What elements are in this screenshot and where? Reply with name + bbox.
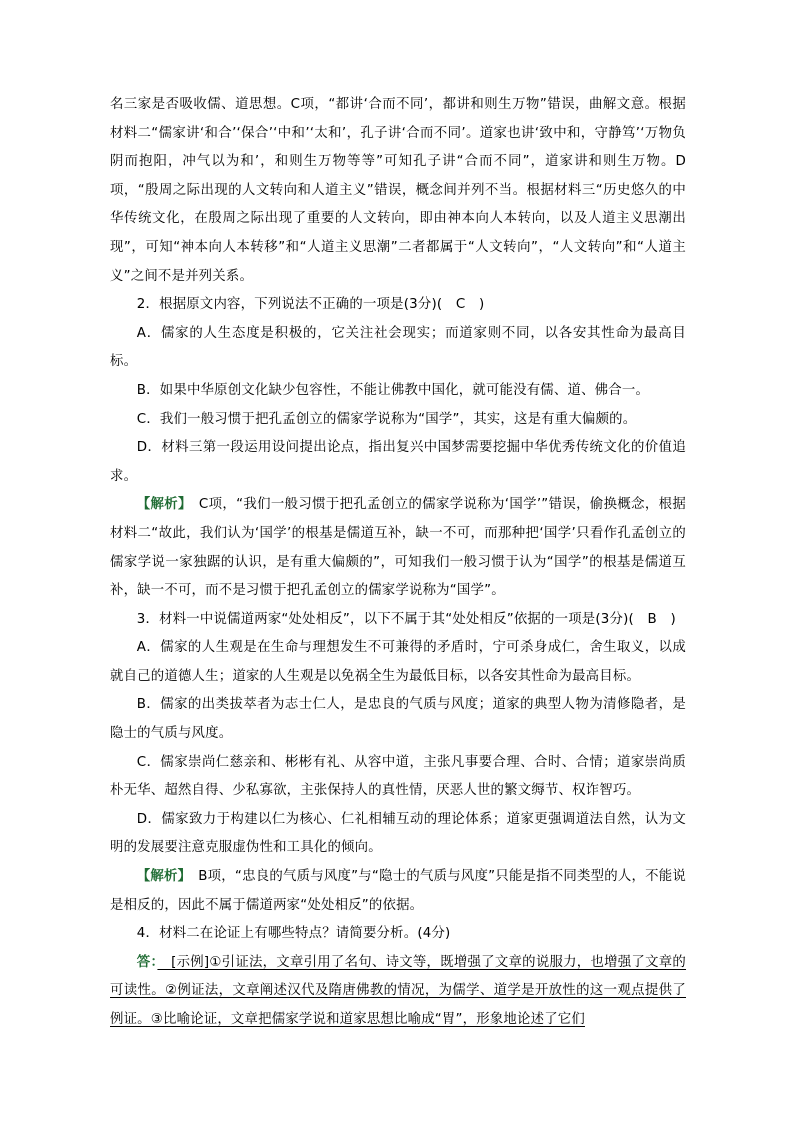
question-2-stem: 2．根据原文内容，下列说法不正确的一项是(3分)( C ): [136, 297, 485, 313]
analysis-text: B项，“忠良的气质与风度”与“隐士的气质与风度”只能是指不同类型的人，不能说是相反的，因此不属于儒道两家“处处相反”的依据。: [110, 869, 686, 913]
question-3-option-c: C．儒家崇尚仁慈亲和、彬彬有礼、从容中道，主张凡事要合理、合时、合情；道家崇尚质朴无华、超然自得、少私寡欲，主张保持人的真性情，厌恶人世的繁文缛节、权诈智巧。: [110, 754, 686, 799]
question-4-stem: 4．材料二在论证上有哪些特点？请简要分析。(4分): [136, 926, 451, 942]
question-3-option-b: B．儒家的出类拔萃者为志士仁人，是忠良的气质与风度；道家的典型人物为清修隐者，是隐士的气质与风度。: [110, 697, 686, 742]
analysis-label: 【解析】: [136, 869, 185, 885]
analysis-label: 【解析】: [136, 497, 186, 513]
analysis-continuation-paragraph: 名三家是否吸收儒、道思想。C项，“都讲‘合而不同’，都讲和则生万物”错误，曲解文意。根据材料二“儒家讲‘和合’‘保合’‘中和’‘太和’，孔子讲‘合而不同’。道家也讲‘致中和，守静笃’‘万物负阴而抱阳，冲气以为和’，和则生万物等等”可知孔子讲“合而不同”，道家讲和则生万物。D项，“殷周之际出现的人文转向和人道主义”错误，概念间并列不当。根据材料三“历史悠久的中华传统文化，在殷周之际出现了重要的人文转向，即由神本向人本转向，以及人道主义思潮出现”，可知“神本向人本转移”和“人道主义思潮”二者都属于“人文转向”，“人文转向”和“人道主义”之间不是并列关系。: [110, 97, 686, 284]
document-page: [110, 91, 686, 1035]
question-3-stem: 3．材料一中说儒道两家“处处相反”，以下不属于其“处处相反”依据的一项是(3分)( B ): [136, 611, 676, 627]
question-2-option-c: C．我们一般习惯于把孔孟创立的儒家学说称为“国学”，其实，这是有重大偏颇的。: [136, 411, 637, 427]
question-2-analysis: [110, 491, 686, 605]
question-3-analysis: [110, 863, 686, 920]
question-4-answer: [110, 949, 686, 1035]
analysis-text: C项，“我们一般习惯于把孔孟创立的儒家学说称为‘国学’”错误，偷换概念，根据材料二“故此，我们认为‘国学’的根基是儒道互补，缺一不可，而那种把‘国学’只看作孔孟创立的儒家学说一家独踞的认识，是有重大偏颇的”，可知我们一般习惯于认为“国学”的根基是儒道互补，缺一不可，而不是习惯于把孔孟创立的儒家学说称为“国学”。: [110, 497, 686, 599]
question-2-option-a: A．儒家的人生态度是积极的，它关注社会现实；而道家则不同，以各安其性命为最高目标。: [110, 325, 686, 370]
question-3-option-a: A．儒家的人生观是在生命与理想发生不可兼得的矛盾时，宁可杀身成仁，舍生取义，以成就自己的道德人生；道家的人生观是以免祸全生为最低目标，以各安其性命为最高目标。: [110, 640, 686, 684]
question-3-option-d: D．儒家致力于构建以仁为核心、仁礼相辅互动的理论体系；道家更强调道法自然，认为文明的发展要注意克服虚伪性和工具化的倾向。: [110, 811, 686, 856]
answer-label: 答：: [136, 954, 158, 970]
answer-text: [示例]①引证法，文章引用了名句、诗文等，既增强了文章的说服力，也增强了文章的可读性。②例证法，文章阐述汉代及隋唐佛教的情况，为儒学、道学是开放性的这一观点提供了例证。③比喻论证，文章把儒家学说和道家思想比喻成“胃”，形象地论述了它们: [110, 954, 687, 1027]
question-2-option-d: D．材料三第一段运用设问提出论点，指出复兴中国梦需要挖掘中华优秀传统文化的价值追求。: [110, 440, 686, 484]
question-2-option-b: B．如果中华原创文化缺少包容性，不能让佛教中国化，就可能没有儒、道、佛合一。: [136, 382, 650, 398]
